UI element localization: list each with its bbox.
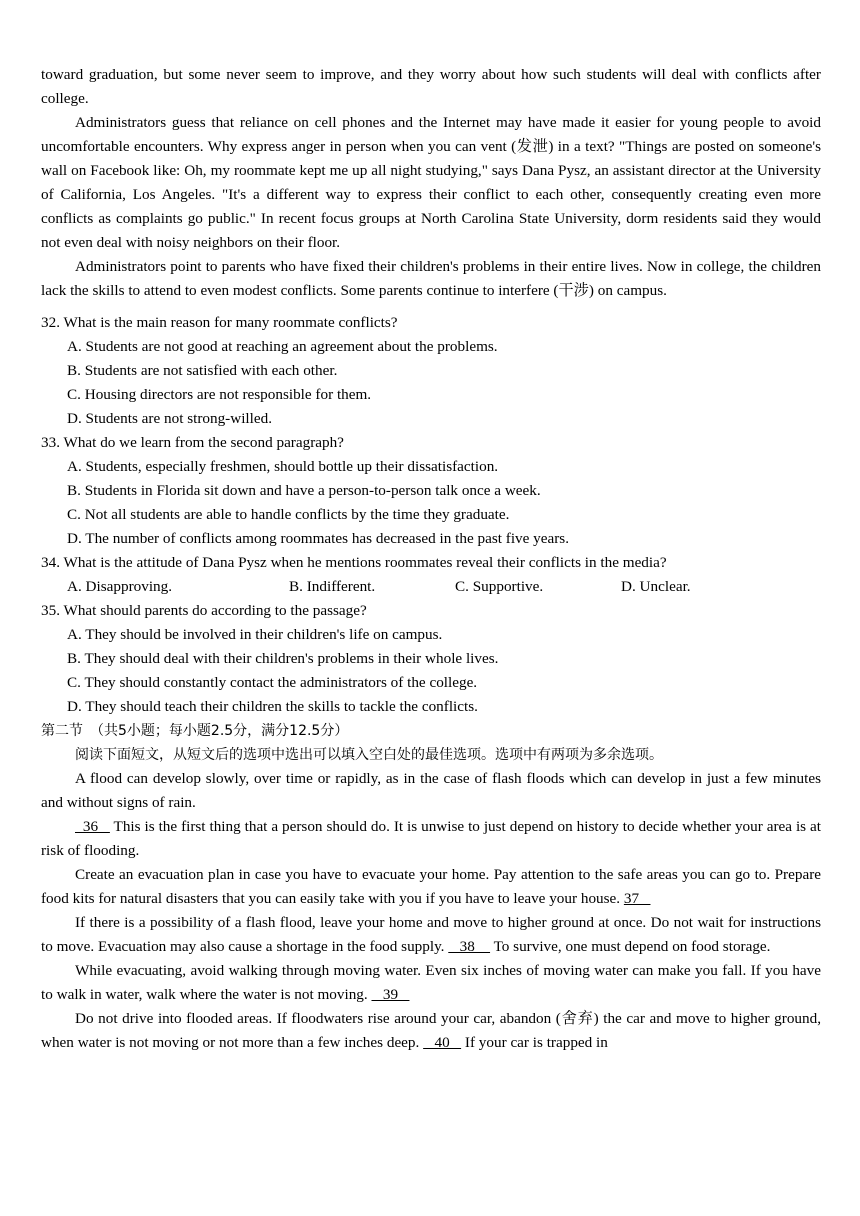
option-b: B. They should deal with their children's problems in their whole lives.: [67, 650, 499, 667]
option-b: B. Students are not satisfied with each other.: [67, 362, 338, 379]
option-b: B. Indifferent.: [289, 578, 376, 595]
blank-36[interactable]: 36: [75, 818, 110, 835]
option-a: A. They should be involved in their children's life on campus.: [67, 626, 443, 643]
cloze-paragraph-6: [41, 1007, 821, 1055]
option-c: C. Not all students are able to handle conflicts by the time they graduate.: [67, 506, 510, 523]
question-stem: 34. What is the attitude of Dana Pysz when he mentions roommates reveal their conflicts in the media?: [41, 554, 667, 571]
section-instruction: 阅读下面短文，从短文后的选项中选出可以填入空白处的最佳选项。选项中有两项为多余选项。: [75, 747, 663, 763]
passage-paragraph-2: Administrators guess that reliance on cell phones and the Internet may have made it easier for young people to avoid uncomfortable encounters. Why express anger in person when you can vent (发泄) in a text? "Things are posted on someone's wall on Facebook like: Oh, my roommate kept me up all night studying," says Dana Pysz, an assistant director at the University of California, Los Angeles. "It's a different way to express their conflict to each other, consequently creating even more conflicts as complaints go public." In recent focus groups at North Carolina State University, dorm residents said they would not even deal with noisy neighbors on their floor.: [41, 114, 821, 251]
cloze-paragraph-5: [41, 959, 821, 1007]
question-32: [41, 311, 821, 431]
passage-paragraph-3: Administrators point to parents who have fixed their children's problems in their entire lives. Now in college, the children lack the skills to attend to even modest conflicts. Some parents continue to interfere (干涉) on campus.: [41, 258, 821, 299]
question-stem: 32. What is the main reason for many roommate conflicts?: [41, 314, 398, 331]
blank-37[interactable]: 37: [623, 890, 651, 907]
cloze-text: Do not drive into flooded areas. If floodwaters rise around your car, abandon (舍弃) the car and move to higher ground, when water is not moving or not more than a few inches deep.: [41, 1010, 821, 1051]
option-c: C. Supportive.: [455, 578, 544, 595]
cloze-paragraph-1: A flood can develop slowly, over time or rapidly, as in the case of flash floods which can develop in just a few minutes and without signs of rain.: [41, 770, 821, 811]
cloze-paragraph-4: [41, 911, 821, 959]
blank-40[interactable]: 40: [423, 1034, 462, 1051]
option-b: B. Students in Florida sit down and have a person-to-person talk once a week.: [67, 482, 541, 499]
cloze-text: This is the first thing that a person should do. It is unwise to just depend on history to decide whether your area is at risk of flooding.: [41, 818, 821, 859]
cloze-text: Create an evacuation plan in case you have to evacuate your home. Pay attention to the safe areas you can go to. Prepare food kits for natural disasters that you can easily take with you if you have to leave your house.: [41, 866, 821, 907]
option-d: D. The number of conflicts among roommates has decreased in the past five years.: [67, 530, 570, 547]
option-d: D. They should teach their children the skills to tackle the conflicts.: [67, 698, 478, 715]
question-stem: 33. What do we learn from the second paragraph?: [41, 434, 344, 451]
option-a: A. Students, especially freshmen, should bottle up their dissatisfaction.: [67, 458, 499, 475]
cloze-text: While evacuating, avoid walking through moving water. Even six inches of moving water can make you fall. If you have to walk in water, walk where the water is not moving.: [41, 962, 821, 1003]
option-c: C. Housing directors are not responsible for them.: [67, 386, 372, 403]
cloze-paragraph-2: [41, 815, 821, 863]
cloze-text: To survive, one must depend on food storage.: [490, 938, 771, 955]
option-c: C. They should constantly contact the administrators of the college.: [67, 674, 478, 691]
option-d: D. Students are not strong-willed.: [67, 410, 273, 427]
cloze-text: If your car is trapped in: [461, 1034, 608, 1051]
cloze-paragraph-3: [41, 863, 821, 911]
blank-39[interactable]: 39: [371, 986, 410, 1003]
blank-38[interactable]: 38: [448, 938, 491, 955]
exam-page: [41, 63, 821, 1055]
option-d: D. Unclear.: [621, 578, 691, 595]
question-34: [41, 551, 821, 599]
option-a: A. Students are not good at reaching an agreement about the problems.: [67, 338, 498, 355]
question-35: [41, 599, 821, 719]
options-row: [67, 575, 821, 599]
question-stem: 35. What should parents do according to the passage?: [41, 602, 367, 619]
cloze-text: If there is a possibility of a flash flood, leave your home and move to higher ground at once. Do not wait for instructions to move. Evacuation may also cause a shortage in the food supply.: [41, 914, 821, 955]
question-33: [41, 431, 821, 551]
passage-paragraph-1: toward graduation, but some never seem to improve, and they worry about how such students will deal with conflicts after college.: [41, 66, 821, 107]
section-heading: 第二节 （共5小题；每小题2.5分，满分12.5分）: [41, 723, 349, 739]
option-a: A. Disapproving.: [67, 578, 173, 595]
